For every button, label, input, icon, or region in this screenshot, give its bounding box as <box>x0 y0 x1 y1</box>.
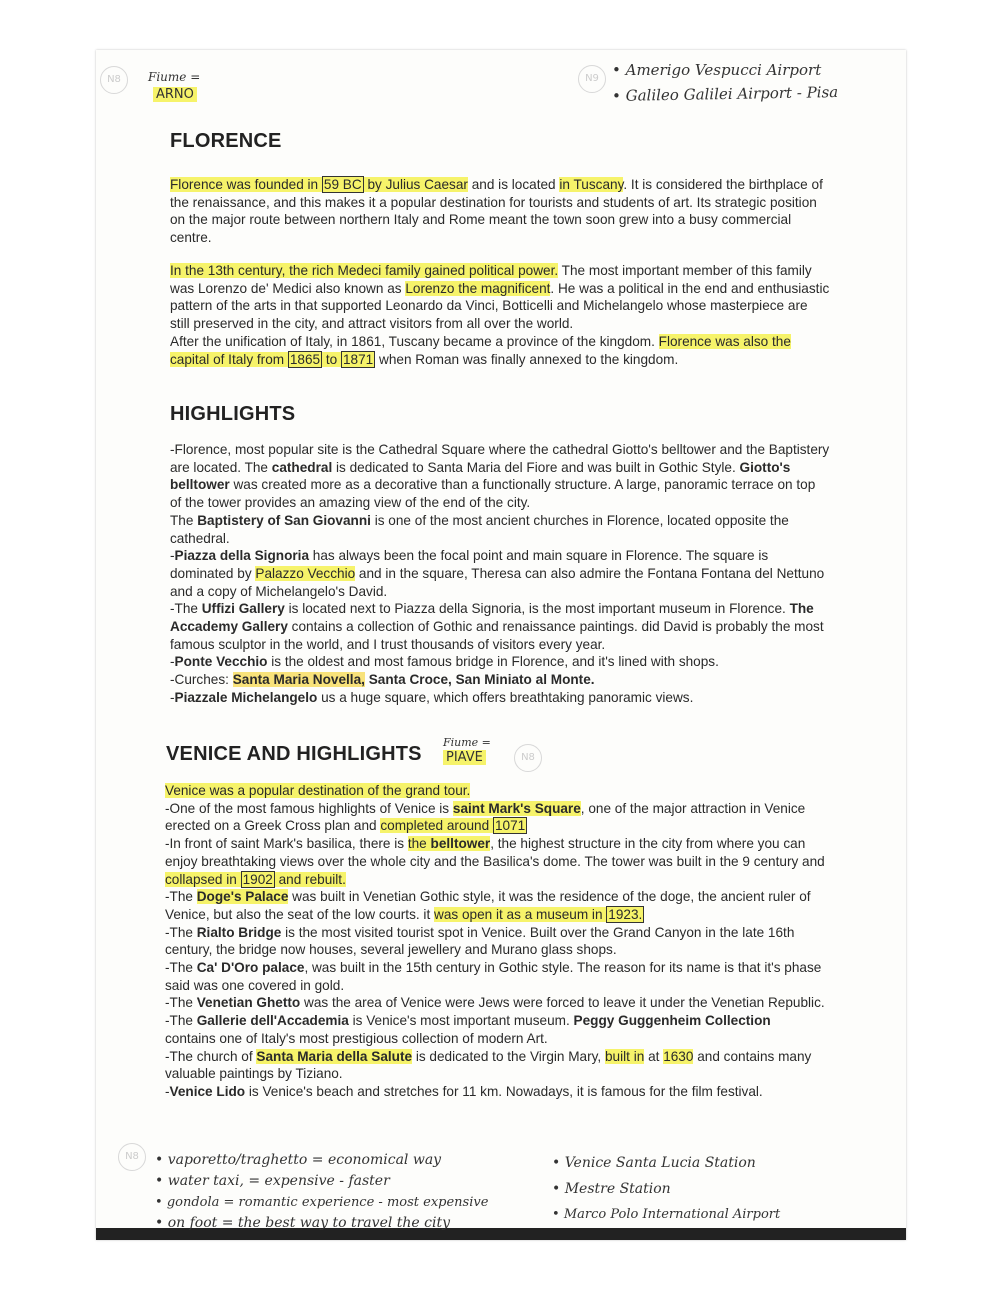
margin-circle-mark: N8 <box>514 744 542 772</box>
airports-note <box>612 58 838 106</box>
margin-circle-mark: N9 <box>578 65 606 93</box>
margin-circle-mark: N8 <box>100 66 128 94</box>
river-label-2: Fiume = <box>443 736 491 749</box>
highlight-uffizi: -The Uffizi Gallery is located next to Piazza della Signoria, is the most important museum in Florence. The Accademy Gallery contains a collection of Gothic and renaissance paintings. did David is probably the most famous sculptor in the world, and I trust thousands of visitors every year. <box>170 601 824 652</box>
transport-note: • on foot = the best way to travel the city <box>155 1215 451 1231</box>
highlight-churches: -Curches: Santa Maria Novella, Santa Croce, San Miniato al Monte. <box>170 672 595 688</box>
station-notes <box>552 1150 780 1228</box>
venice-ghetto: -The Venetian Ghetto was the area of Venice were Jews were forced to leave it under the Venetian Republic. <box>165 995 825 1011</box>
highlight-piazzale: -Piazzale Michelangelo us a huge square, which offers breathtaking panoramic views. <box>170 689 694 705</box>
florence-paragraph-2: In the 13th century, the rich Medeci family gained political power. The most important member of this family was Lorenzo de' Medici also known as Lorenzo the magnificent. He was a political in the end and enthusiastic pattern of the arts in that supported Leonardo da Vinci, Botticelli and Michelangelo whose masterpiece are still preserved in the city, and attract visitors from all over the world. After the unification of Italy, in 1861, Tuscany became a province of the kingdom. Florence was also the capital of Italy from 1865 to 1871 when Roman was finally annexed to the kingdom. <box>170 263 830 367</box>
venice-title: VENICE AND HIGHLIGHTS <box>166 743 422 765</box>
highlight-signoria: -Piazza della Signoria has always been the focal point and main square in Florence. The square is dominated by Palazzo Vecchio and in the square, Theresa can also admire the Fontana Fontana del Nettuno and a copy of Michelangelo's David. <box>170 548 825 599</box>
highlights-list <box>170 441 830 707</box>
venice-salute: -The church of Santa Maria della Salute is dedicated to the Virgin Mary, built in at 1630 and contains many valuable paintings by Tiziano. <box>165 1048 812 1082</box>
highlight-cathedral: -Florence, most popular site is the Cathedral Square where the cathedral Giotto's belltower and the Baptistery are located. The cathedral is dedicated to Santa Maria del Fiore and was built in Gothic Style. Giotto's belltower was created more as a decorative than a functionally structure. A large, panoramic terrace on top of the tower provides an amazing view of the end of the city. <box>170 442 830 511</box>
highlight-baptistery: The Baptistery of San Giovanni is one of the most ancient churches in Florence, located opposite the cathedral. <box>170 512 789 546</box>
florence-paragraph-1: Florence was founded in 59 BC by Julius Caesar and is located in Tuscany. It is considered the birthplace of the renaissance, and this makes it a popular destination for tourists and students of art. Its strategic position on the major route between northern Italy and Rome meant the town soon grew into a busy commercial centre. <box>170 177 823 246</box>
station-note: • Venice Santa Lucia Station <box>552 1155 756 1171</box>
highlight-ponte-vecchio: -Ponte Vecchio is the oldest and most famous bridge in Florence, and it's lined with shops. <box>170 654 719 670</box>
venice-belltower: -In front of saint Mark's basilica, there is the belltower, the highest structure in the city from where you can enjoy breathtaking views over the whole city and the Basilica's dome. The tower was built in the 9 century and collapsed in 1902 and rebuilt. <box>165 836 825 887</box>
venice-list <box>165 782 825 1101</box>
florence-title: FLORENCE <box>170 130 282 152</box>
river-piave-note: PIAVE <box>443 750 486 765</box>
river-arno-note: ARNO <box>153 87 197 102</box>
station-note: • Mestre Station <box>552 1181 671 1197</box>
transport-note: • gondola = romantic experience - most expensive <box>155 1195 489 1210</box>
transport-note: • water taxi, = expensive - faster <box>155 1173 390 1189</box>
venice-ca-doro: -The Ca' D'Oro palace, was built in the 15th century in Gothic style. The reason for its name is that it's phase said was one covered in gold. <box>165 960 822 993</box>
station-note: • Marco Polo International Airport <box>552 1207 781 1222</box>
transport-notes <box>155 1150 488 1234</box>
airport-line-1: • Amerigo Vespucci Airport <box>612 61 822 79</box>
venice-doges-palace: -The Doge's Palace was built in Venetian Gothic style, it was the residence of the doge, the ancient ruler of Venice, but also the seat of the low courts. it was open it as a museum in 1923. <box>165 889 811 922</box>
margin-circle-mark: N8 <box>118 1143 146 1171</box>
venice-lido: -Venice Lido is Venice's beach and stretches for 11 km. Nowadays, it is famous for the film festival. <box>165 1083 763 1099</box>
venice-rialto: -The Rialto Bridge is the most visited tourist spot in Venice. Built over the Grand Canyon in the late 16th century, the bridge now houses, several jewellery and Murano glass shops. <box>165 924 795 958</box>
venice-st-marks: -One of the most famous highlights of Venice is saint Mark's Square, one of the major attraction in Venice erected on a Greek Cross plan and completed around 1071 <box>165 800 806 834</box>
transport-note: • vaporetto/traghetto = economical way <box>155 1152 442 1168</box>
venice-intro: Venice was a popular destination of the grand tour. <box>165 783 471 798</box>
venice-accademia: -The Gallerie dell'Accademia is Venice's most important museum. Peggy Guggenheim Collection contains one of Italy's most prestigious collection of modern Art. <box>165 1013 771 1046</box>
highlights-title: HIGHLIGHTS <box>170 403 296 425</box>
airport-line-2: • Galileo Galilei Airport - Pisa <box>611 83 839 105</box>
river-label: Fiume = <box>148 70 201 84</box>
